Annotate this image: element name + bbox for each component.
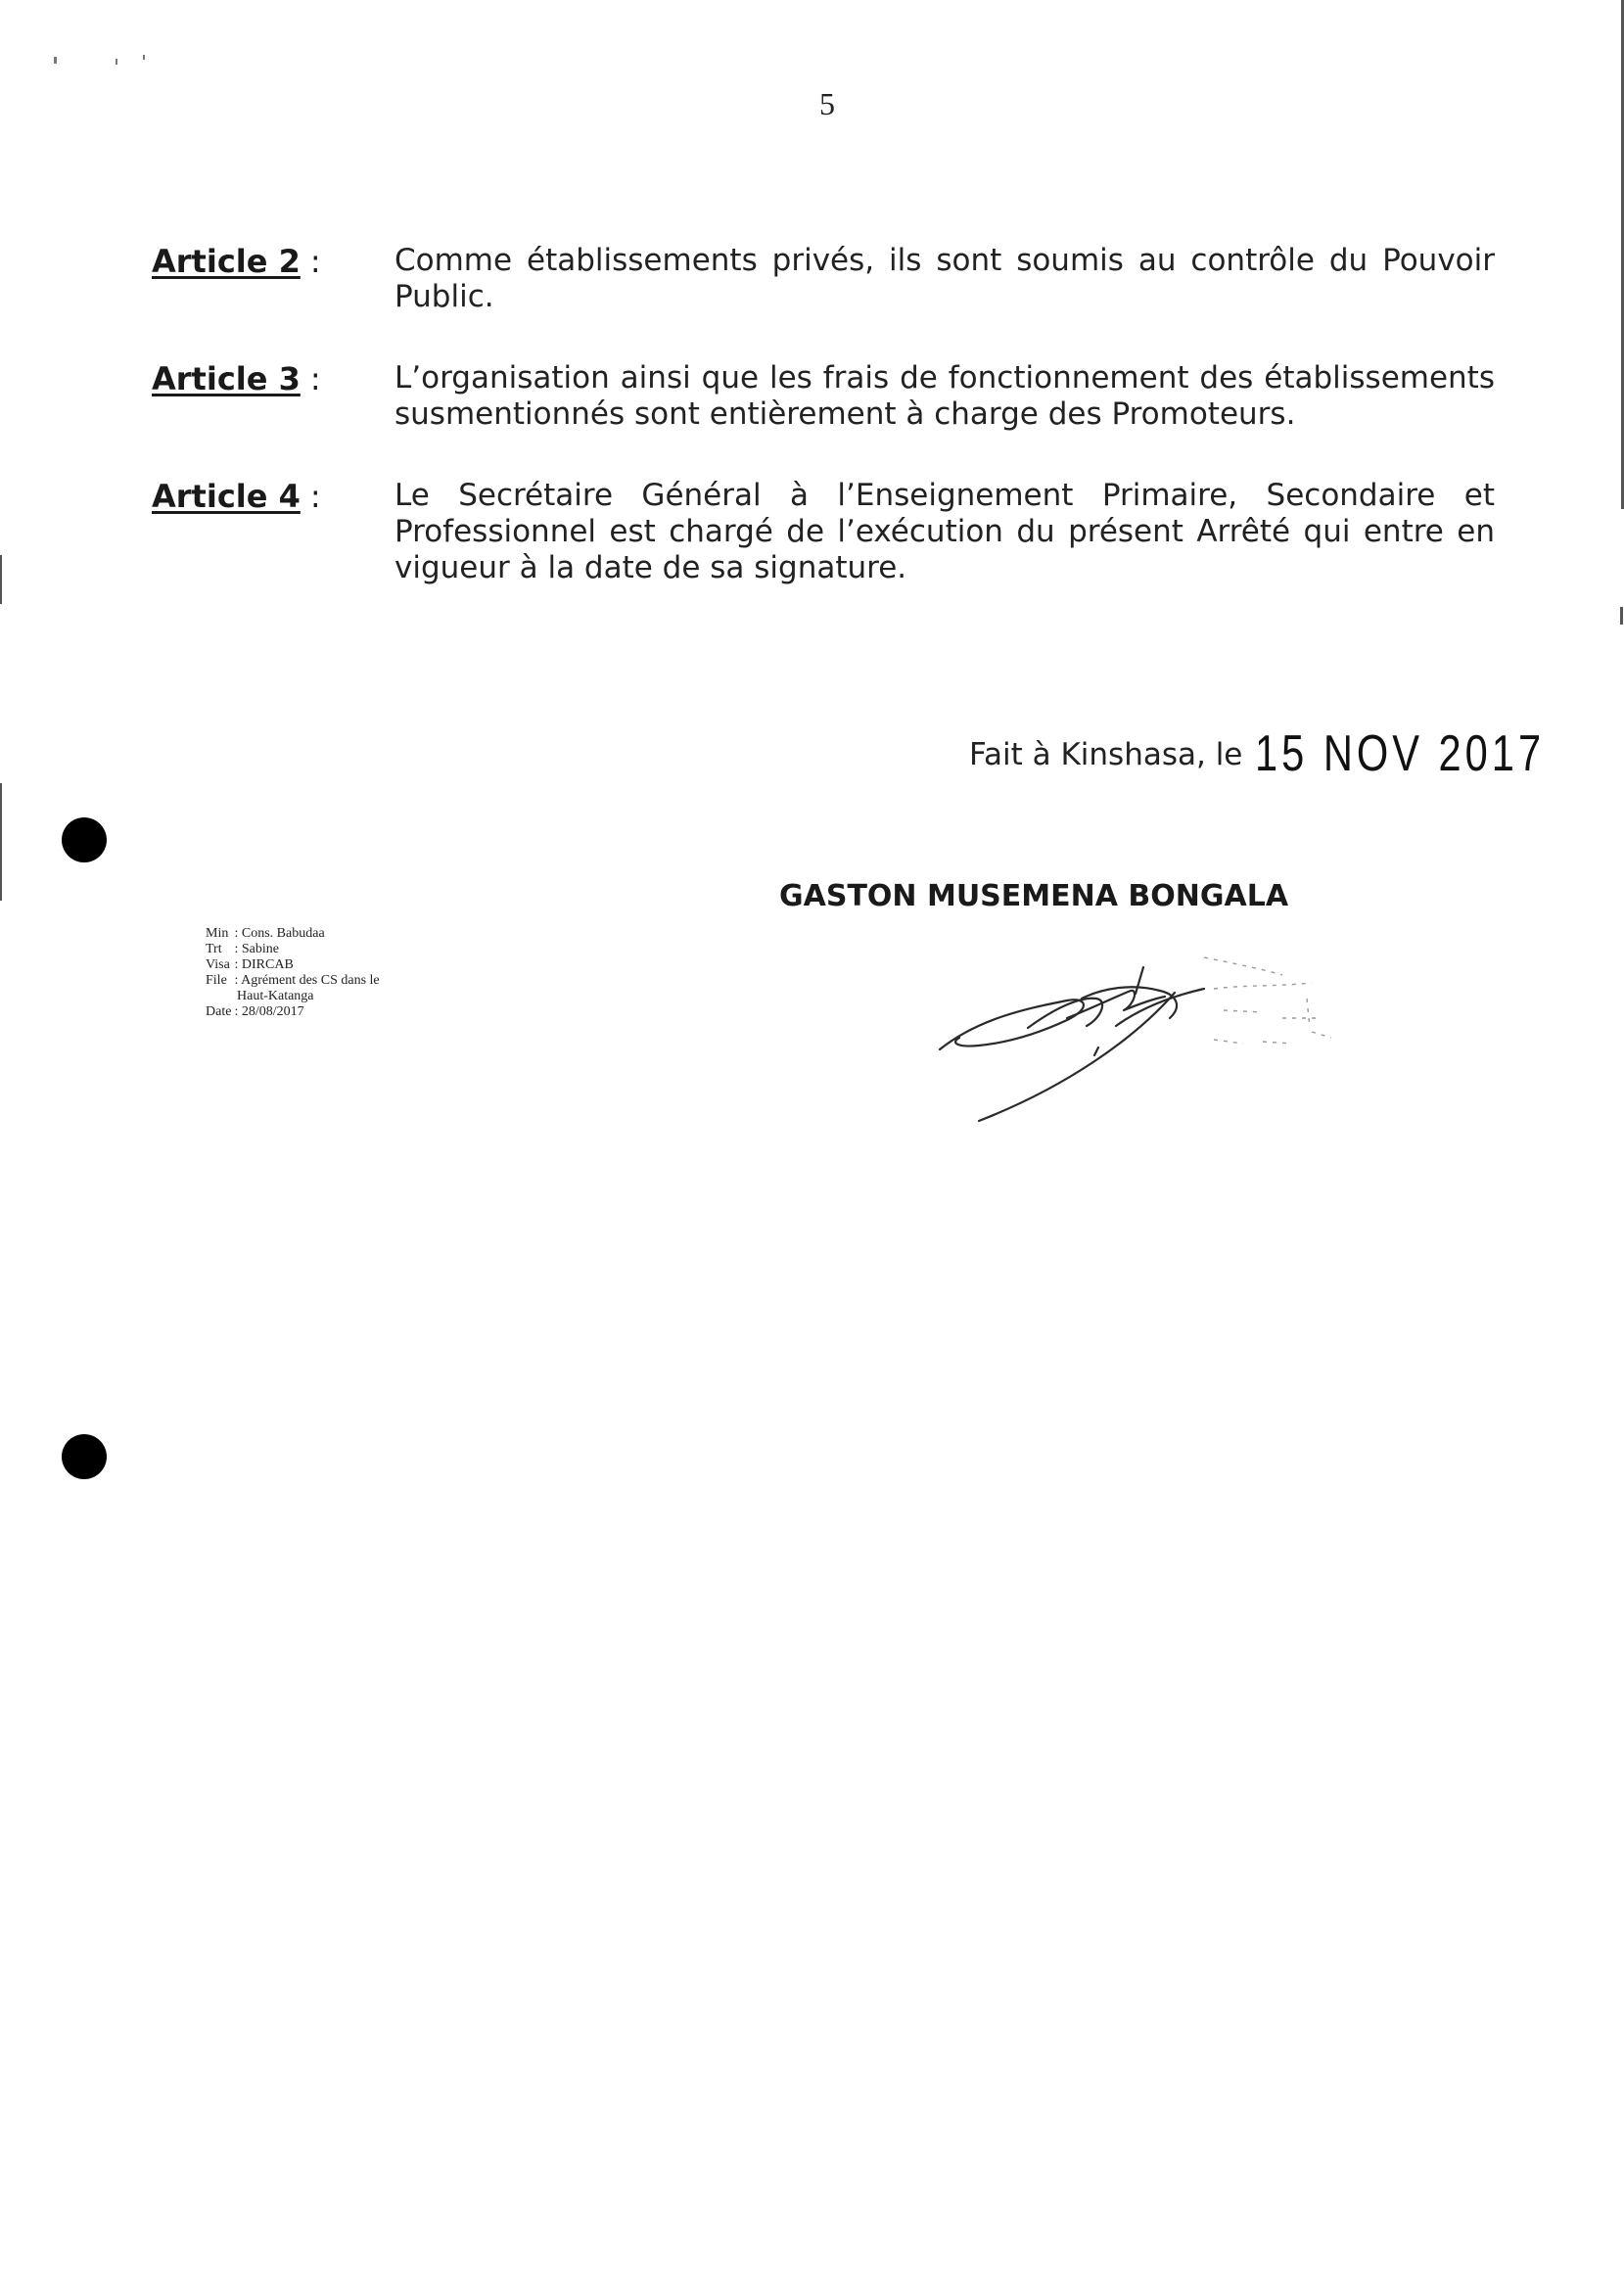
article-label — [152, 243, 321, 280]
routing-key: Date — [206, 1004, 232, 1019]
place-text: Fait à Kinshasa, le — [969, 737, 1243, 772]
routing-slip — [206, 926, 380, 1020]
article-label — [152, 478, 321, 515]
scan-speck — [54, 57, 57, 64]
article-colon: : — [309, 478, 321, 515]
routing-key: Visa — [206, 957, 230, 972]
routing-value: : 28/08/2017 — [234, 1004, 304, 1019]
routing-row-visa — [206, 957, 380, 973]
routing-row-file — [206, 973, 380, 989]
article-text: Comme établissements privés, ils sont soumis au contrôle du Pouvoir Public. — [394, 243, 1495, 314]
routing-value: : DIRCAB — [234, 957, 294, 972]
scan-edge-mark — [1620, 607, 1623, 625]
article-heading: Article 4 — [152, 478, 301, 515]
routing-value: : Agrément des CS dans le — [234, 973, 380, 988]
page-number: 5 — [819, 86, 835, 121]
article-label — [152, 360, 321, 397]
scan-speck — [143, 55, 145, 60]
article-heading: Article 2 — [152, 243, 301, 280]
date-stamp: 15 NOV 2017 — [1255, 725, 1546, 782]
routing-row-file-continued: Haut-Katanga — [237, 989, 314, 1003]
routing-key: File — [206, 973, 227, 988]
article-heading: Article 3 — [152, 360, 301, 397]
article-colon: : — [309, 243, 321, 280]
routing-key: Min — [206, 926, 229, 941]
signatory-name: GASTON MUSEMENA BONGALA — [779, 879, 1289, 913]
punch-hole — [62, 1434, 107, 1479]
scan-speck — [116, 59, 117, 65]
routing-key: Trt — [206, 942, 222, 956]
article-colon: : — [309, 360, 321, 397]
article-text: L’organisation ainsi que les frais de fonctionnement des établissements susmentionnés sont entièrement à charge des Promoteurs. — [394, 360, 1495, 432]
routing-row-trt — [206, 942, 380, 957]
place-and-date — [969, 724, 1618, 783]
routing-value: : Cons. Babudaa — [234, 926, 325, 941]
routing-row-date — [206, 1004, 380, 1020]
routing-row-min — [206, 926, 380, 942]
handwritten-signature — [920, 950, 1429, 1145]
routing-value: : Sabine — [234, 942, 279, 956]
scan-edge-mark — [0, 783, 2, 901]
article-text: Le Secrétaire Général à l’Enseignement Primaire, Secondaire et Professionnel est chargé de l’exécution du présent Arrêté qui entre en vigueur à la date de sa signature. — [394, 478, 1495, 585]
punch-hole — [62, 817, 107, 862]
scan-edge-mark — [0, 555, 2, 604]
